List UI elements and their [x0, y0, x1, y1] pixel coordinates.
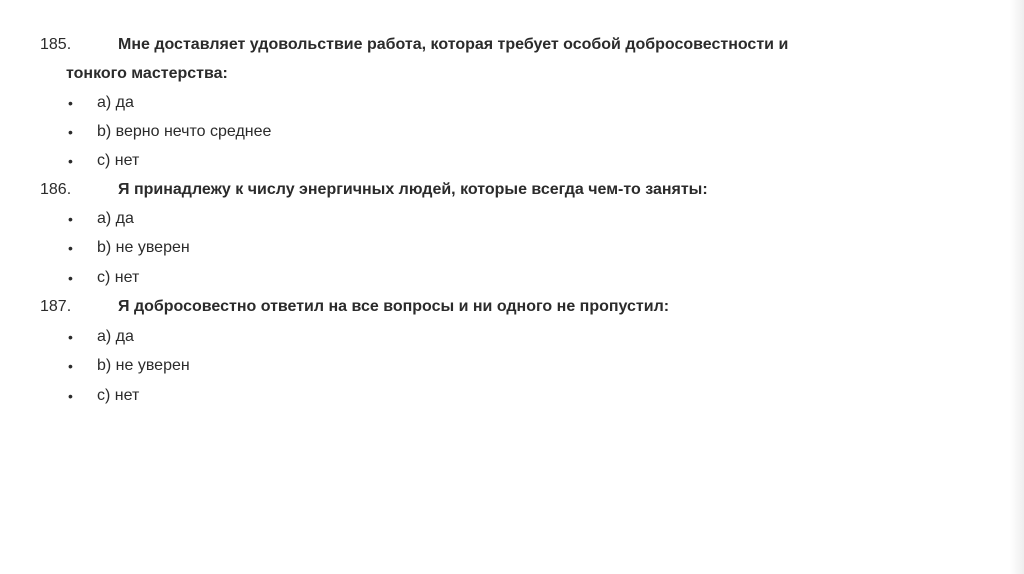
option-item — [0, 117, 1024, 147]
option-label: a) да — [97, 210, 134, 227]
question-number: 186. — [40, 181, 72, 198]
question-text: Мне доставляет удовольствие работа, которая требует особой добросовестности и — [118, 36, 789, 53]
option-item — [0, 351, 1024, 381]
option-label: c) нет — [97, 387, 140, 404]
option-item — [0, 204, 1024, 234]
option-label: b) не уверен — [97, 357, 190, 374]
question-number: 187. — [40, 298, 72, 315]
question-185 — [0, 30, 1024, 90]
bullet-icon: • — [68, 211, 73, 227]
bullet-icon: • — [68, 95, 73, 111]
question-186 — [0, 175, 1024, 205]
bullet-icon: • — [68, 388, 73, 404]
bullet-icon: • — [68, 270, 73, 286]
option-item — [0, 233, 1024, 263]
question-187 — [0, 292, 1024, 322]
question-text: Я добросовестно ответил на все вопросы и ни одного не пропустил: — [118, 298, 670, 315]
option-item — [0, 263, 1024, 293]
bullet-icon: • — [68, 240, 73, 256]
option-label: b) верно нечто среднее — [97, 123, 272, 140]
question-text-continued: тонкого мастерства: — [66, 65, 228, 82]
bullet-icon: • — [68, 153, 73, 169]
bullet-icon: • — [68, 358, 73, 374]
option-item — [0, 146, 1024, 176]
option-label: a) да — [97, 94, 134, 111]
bullet-icon: • — [68, 124, 73, 140]
option-label: b) не уверен — [97, 239, 190, 256]
bullet-icon: • — [68, 329, 73, 345]
question-number: 185. — [40, 36, 72, 53]
option-item — [0, 381, 1024, 411]
option-item — [0, 322, 1024, 352]
question-text: Я принадлежу к числу энергичных людей, которые всегда чем-то заняты: — [118, 181, 708, 198]
option-label: c) нет — [97, 152, 140, 169]
option-item — [0, 88, 1024, 118]
page-edge-shadow — [1010, 0, 1024, 574]
option-label: c) нет — [97, 269, 140, 286]
option-label: a) да — [97, 328, 134, 345]
